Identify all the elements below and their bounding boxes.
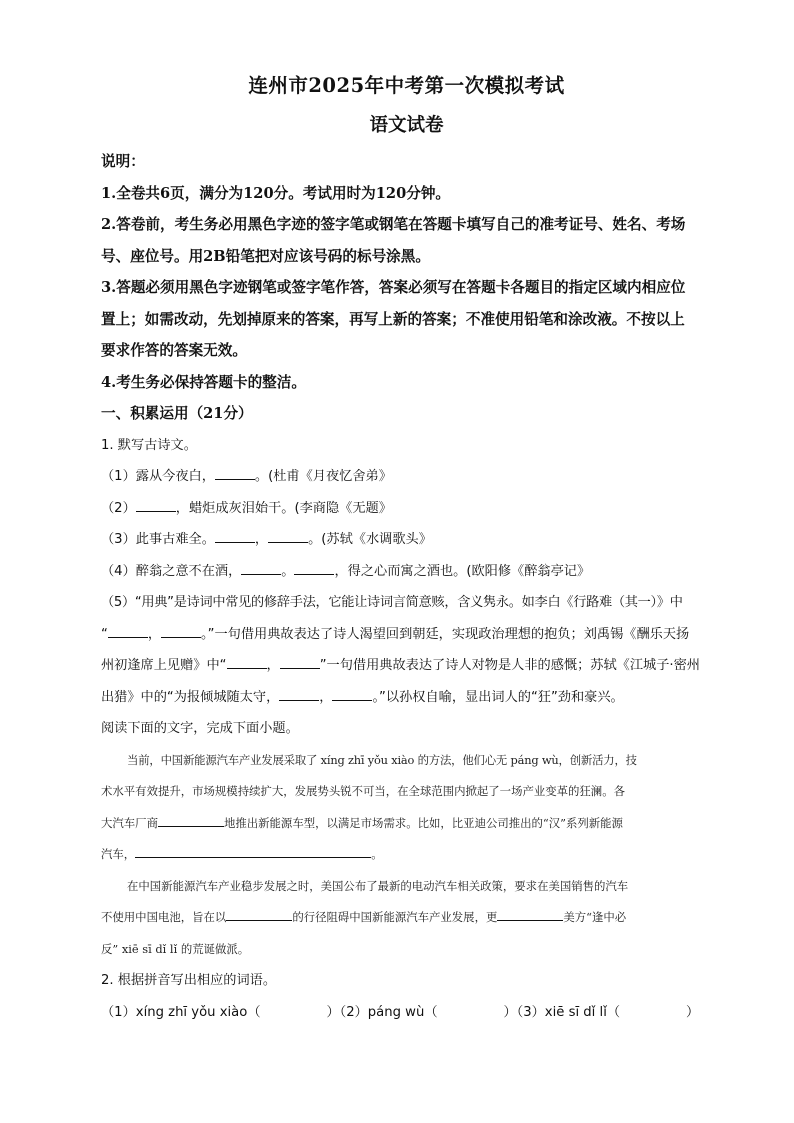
reading-intro: 阅读下面的文字，完成下面小题。 bbox=[101, 721, 299, 736]
instruction-line: 2.答卷前，考生务必用黑色字迹的签字笔或钢笔在答题卡填写自己的准考证号、姓名、考场 bbox=[101, 216, 686, 233]
item-text: 州初逢席上见赠》中“ bbox=[101, 658, 227, 673]
answer-blank[interactable] bbox=[108, 625, 148, 638]
question-item bbox=[101, 556, 712, 588]
instruction-line: 3.答题必须用黑色字迹钢笔或签字笔作答，答案必须写在答题卡各题目的指定区域内相应位 bbox=[101, 279, 686, 296]
answer-blank[interactable] bbox=[497, 908, 563, 921]
instruction-line: 号、座位号。用2B铅笔把对应该号码的标号涂黑。 bbox=[101, 247, 430, 265]
item-text: （4）醉翁之意不在酒， bbox=[101, 563, 242, 579]
page-subtitle: 语文试卷 bbox=[369, 115, 444, 136]
answer-blank[interactable] bbox=[294, 562, 334, 575]
item-text: 。(杜甫《月夜忆舍弟》 bbox=[254, 469, 392, 484]
question-item-continued bbox=[101, 650, 712, 682]
passage-text: 美方“逢中必 bbox=[563, 910, 627, 924]
passage-text: 地推出新能源车型，以满足市场需求。比如，比亚迪公司推出的“汉”系列新能源 bbox=[223, 815, 623, 830]
answer-blank[interactable] bbox=[279, 688, 319, 701]
item-text: ， bbox=[254, 532, 269, 547]
passage-line bbox=[101, 902, 712, 934]
item-text: ，蜡炬成灰泪始干。(李商隐《无题》 bbox=[175, 500, 392, 516]
passage-line bbox=[101, 839, 712, 871]
answer-blank[interactable] bbox=[161, 625, 201, 638]
item-text: “ bbox=[101, 626, 108, 642]
item-text: 。(苏轼《水调歌头》 bbox=[308, 532, 432, 547]
passage-text: 大汽车厂商 bbox=[101, 815, 158, 830]
item-text: ， bbox=[266, 658, 280, 673]
passage-line: 术水平有效提升，市场规模持续扩大，发展势头锐不可当，在全球范围内掀起了一场产业变革的狂澜。各 bbox=[101, 784, 625, 798]
passage-line: 当前，中国新能源汽车产业发展采取了 xíng zhī yǒu xiào 的方法，他们心无 páng wù，创新活力，技 bbox=[127, 752, 637, 767]
item-text: ， bbox=[319, 689, 333, 705]
answer-blank[interactable] bbox=[215, 467, 255, 480]
item-text: ，得之心而寓之酒也。(欧阳修《醉翁亭记》 bbox=[334, 563, 591, 579]
answer-blank[interactable] bbox=[226, 908, 292, 921]
answer-blank[interactable] bbox=[135, 845, 371, 858]
answer-blank[interactable] bbox=[158, 814, 224, 827]
passage-text: 。 bbox=[371, 847, 383, 861]
answer-blank[interactable] bbox=[268, 530, 308, 543]
question-stem: 1. 默写古诗文。 bbox=[101, 437, 197, 453]
question-item bbox=[101, 524, 712, 556]
answer-blank[interactable] bbox=[332, 688, 372, 701]
question-item bbox=[101, 493, 712, 525]
question-stem: 2. 根据拼音写出相应的词语。 bbox=[101, 973, 277, 988]
instruction-line: 1.全卷共6页，满分为120分。考试用时为120分钟。 bbox=[101, 184, 451, 202]
item-text: （2） bbox=[101, 500, 136, 516]
item-text: 。”一句借用典故表达了诗人渴望回到朝廷，实现政治理想的抱负；刘禹锡《酬乐天扬 bbox=[201, 626, 690, 642]
passage-text: 的行径阻碍中国新能源汽车产业发展，更 bbox=[292, 910, 498, 924]
instruction-line: 4.考生务必保持答题卡的整洁。 bbox=[101, 373, 306, 391]
instruction-line: 要求作答的答案无效。 bbox=[101, 342, 247, 359]
page-title: 连州市2025年中考第一次模拟考试 bbox=[248, 74, 565, 97]
passage-text: 汽车， bbox=[101, 847, 136, 861]
question-item-continued bbox=[101, 619, 712, 651]
item-text: 出猎》中的“为报倾城随太守， bbox=[101, 689, 280, 705]
answer-blank[interactable] bbox=[227, 656, 267, 669]
question-item-continued bbox=[101, 682, 712, 714]
answer-blank[interactable] bbox=[136, 499, 176, 512]
item-text: ”一句借用典故表达了诗人对物是人非的感慨；苏轼《江城子·密州 bbox=[319, 658, 700, 673]
instructions-heading: 说明： bbox=[101, 153, 145, 170]
question-item bbox=[101, 461, 712, 493]
section-heading: 一、积累运用（21分） bbox=[101, 405, 253, 422]
item-text: （1）露从今夜白， bbox=[101, 469, 215, 484]
item-text: 。”以孙权自喻，显出词人的“狂”劲和豪兴。 bbox=[372, 689, 624, 705]
passage-line: 反” xiē sī dǐ lǐ 的荒诞做派。 bbox=[101, 941, 250, 956]
answer-blank[interactable] bbox=[280, 656, 320, 669]
question-item: （5）“用典”是诗词中常见的修辞手法，它能让诗词言简意赅，含义隽永。如李白《行路难（其一）》中 bbox=[101, 595, 683, 610]
passage-line bbox=[101, 808, 712, 840]
instruction-line: 置上；如需改动，先划掉原来的答案，再写上新的答案；不准使用铅笔和涂改液。不按以上 bbox=[101, 310, 685, 328]
answer-blank[interactable] bbox=[215, 530, 255, 543]
item-text: ， bbox=[147, 626, 162, 642]
pinyin-answer-line: （1）xíng zhī yǒu xiào（ ）（2）páng wù（ ）（3）xiē sī dǐ lǐ（ ） bbox=[101, 1004, 700, 1020]
passage-line: 在中国新能源汽车产业稳步发展之时，美国公布了最新的电动汽车相关政策，要求在美国销售的汽车 bbox=[127, 878, 629, 893]
passage-text: 不使用中国电池，旨在以 bbox=[101, 910, 227, 924]
item-text: （3）此事古难全。 bbox=[101, 532, 215, 547]
answer-blank[interactable] bbox=[241, 562, 281, 575]
item-text: 。 bbox=[281, 563, 295, 579]
